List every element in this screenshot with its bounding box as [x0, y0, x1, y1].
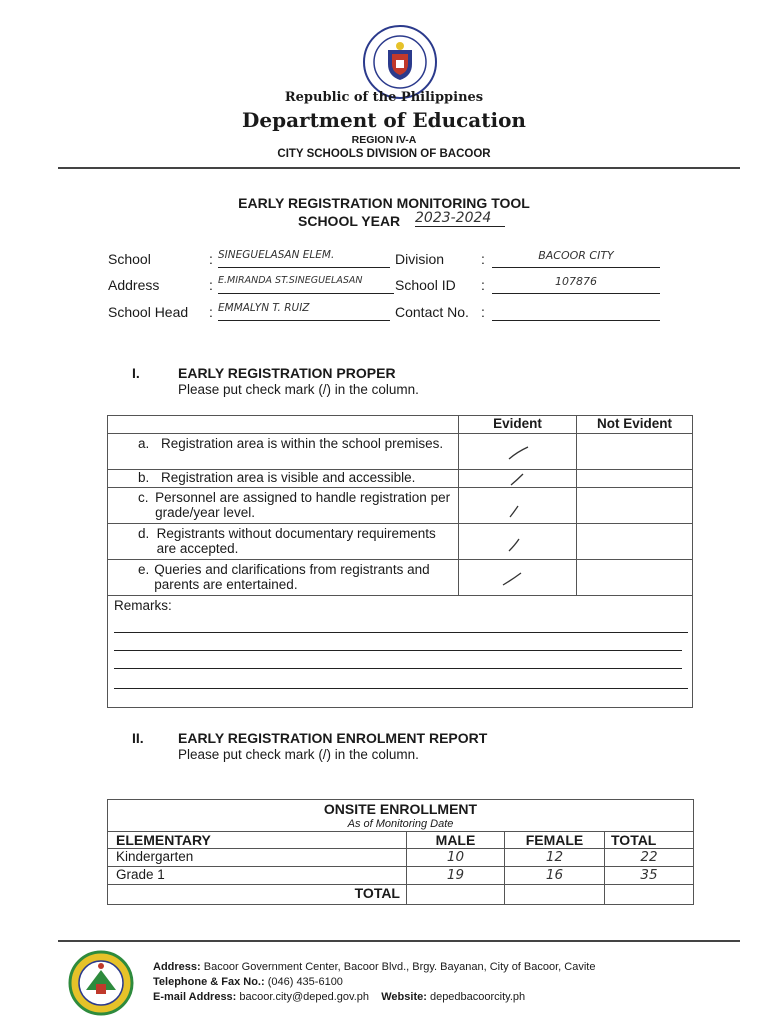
division-text: CITY SCHOOLS DIVISION OF BACOOR	[277, 148, 491, 160]
item-letter: c.	[138, 490, 149, 505]
website-link[interactable]: depedbacoorcity.ph	[429, 991, 526, 1003]
grand-total-cell[interactable]	[605, 885, 694, 905]
remarks-line	[114, 632, 688, 633]
female-cell[interactable]: 12	[505, 849, 605, 867]
item-letter: e.	[138, 562, 150, 577]
contact-label: Contact No.	[395, 304, 469, 320]
check-mark-icon	[507, 446, 529, 460]
not-evident-cell[interactable]	[577, 434, 693, 470]
male-total-cell[interactable]	[407, 885, 505, 905]
not-evident-cell[interactable]	[577, 524, 693, 560]
footer-contact	[153, 991, 525, 1003]
table-row	[108, 560, 693, 596]
not-evident-cell[interactable]	[577, 470, 693, 488]
table-row	[108, 524, 693, 560]
deped-seal	[362, 24, 438, 100]
remarks-cell[interactable]	[108, 596, 693, 708]
address-text: Bacoor Government Center, Bacoor Blvd., Brgy. Bayanan, City of Bacoor, Cavite	[203, 961, 596, 973]
section2-instruction: Please put check mark (/) in the column.	[178, 747, 419, 762]
not-evident-cell[interactable]	[577, 488, 693, 524]
remarks-line	[114, 688, 688, 689]
onsite-enrollment-table	[107, 799, 694, 905]
evident-cell[interactable]	[459, 470, 577, 488]
female-cell[interactable]: 16	[505, 867, 605, 885]
item-letter: d.	[138, 526, 150, 541]
footer-phone	[153, 976, 343, 988]
colon: :	[481, 251, 485, 267]
remarks-line	[114, 668, 682, 669]
not-evident-header: Not Evident	[577, 416, 693, 434]
item-text: Registration area is within the school premises.	[161, 436, 444, 451]
school-label: School	[108, 251, 151, 267]
footer-divider	[58, 940, 740, 942]
item-letter: a.	[138, 436, 150, 451]
item-text: Registration area is visible and accessible.	[161, 470, 416, 485]
school-head-label: School Head	[108, 304, 189, 320]
colon: :	[209, 277, 213, 293]
table-row	[108, 885, 694, 905]
department-title: Department of Education	[242, 108, 526, 132]
section1-title: EARLY REGISTRATION PROPER	[178, 365, 396, 381]
evident-cell[interactable]	[459, 560, 577, 596]
phone-text: (046) 435-6100	[267, 976, 343, 988]
footer-address	[153, 961, 595, 973]
row-label: Grade 1	[108, 867, 407, 885]
email-label: E-mail Address:	[153, 991, 237, 1003]
table-row	[108, 488, 693, 524]
region-text: REGION IV-A	[351, 134, 417, 146]
item-text: Personnel are assigned to handle registration per grade/year level.	[155, 490, 451, 520]
contact-value	[492, 302, 660, 321]
phone-label: Telephone & Fax No.:	[153, 976, 265, 988]
remarks-line	[114, 650, 682, 651]
elementary-header: ELEMENTARY	[108, 832, 407, 849]
school-year-label: SCHOOL YEAR	[298, 213, 401, 229]
male-header: MALE	[407, 832, 505, 849]
total-row-label: TOTAL	[108, 885, 407, 905]
website-label: Website:	[381, 991, 427, 1003]
address-label: Address	[108, 277, 160, 293]
colon: :	[481, 277, 485, 293]
table-row	[108, 867, 694, 885]
registration-proper-table	[107, 415, 693, 708]
evident-cell[interactable]	[459, 524, 577, 560]
section1-instruction: Please put check mark (/) in the column.	[178, 382, 419, 397]
email-link[interactable]: bacoor.city@deped.gov.ph	[239, 991, 370, 1003]
female-header: FEMALE	[505, 832, 605, 849]
total-cell[interactable]: 22	[605, 849, 694, 867]
item-text: Queries and clarifications from registrants and parents are entertained.	[154, 562, 430, 592]
check-mark-icon	[505, 504, 527, 518]
item-letter: b.	[138, 470, 150, 485]
address-label: Address:	[153, 961, 201, 973]
school-head-value: EMMALYN T. RUIZ	[218, 302, 390, 321]
table-row	[108, 434, 693, 470]
total-header: TOTAL	[605, 832, 694, 849]
item-text: Registrants without documentary requirements are accepted.	[156, 526, 436, 556]
form-title: EARLY REGISTRATION MONITORING TOOL	[238, 195, 530, 211]
colon: :	[209, 251, 213, 267]
section1-numeral: I.	[132, 365, 140, 381]
division-logo	[66, 950, 136, 1016]
total-cell[interactable]: 35	[605, 867, 694, 885]
division-label: Division	[395, 251, 445, 267]
section2-title: EARLY REGISTRATION ENROLMENT REPORT	[178, 730, 488, 746]
evident-cell[interactable]	[459, 434, 577, 470]
republic-text: Republic of the Philippines	[284, 90, 484, 105]
male-cell[interactable]: 10	[407, 849, 505, 867]
school-value: SINEGUELASAN ELEM.	[218, 249, 390, 268]
table-row	[108, 849, 694, 867]
male-cell[interactable]: 19	[407, 867, 505, 885]
table-subtitle: As of Monitoring Date	[347, 818, 454, 830]
evident-header: Evident	[459, 416, 577, 434]
school-year-value: 2023-2024	[415, 210, 505, 227]
row-label: Kindergarten	[108, 849, 407, 867]
school-id-label: School ID	[395, 277, 456, 293]
remarks-label: Remarks:	[114, 598, 172, 613]
check-mark-icon	[505, 538, 527, 552]
table-row	[108, 470, 693, 488]
section2-numeral: II.	[132, 730, 144, 746]
colon: :	[209, 304, 213, 320]
table-title: ONSITE ENROLLMENT	[323, 801, 478, 817]
division-value: BACOOR CITY	[492, 249, 660, 268]
not-evident-cell[interactable]	[577, 560, 693, 596]
address-value: E.MIRANDA ST.SINEGUELASAN	[218, 275, 394, 294]
check-mark-icon	[507, 472, 529, 486]
school-id-value: 107876	[492, 275, 660, 294]
colon: :	[481, 304, 485, 320]
header-divider	[58, 167, 740, 169]
female-total-cell[interactable]	[505, 885, 605, 905]
check-mark-icon	[501, 572, 523, 586]
evident-cell[interactable]	[459, 488, 577, 524]
